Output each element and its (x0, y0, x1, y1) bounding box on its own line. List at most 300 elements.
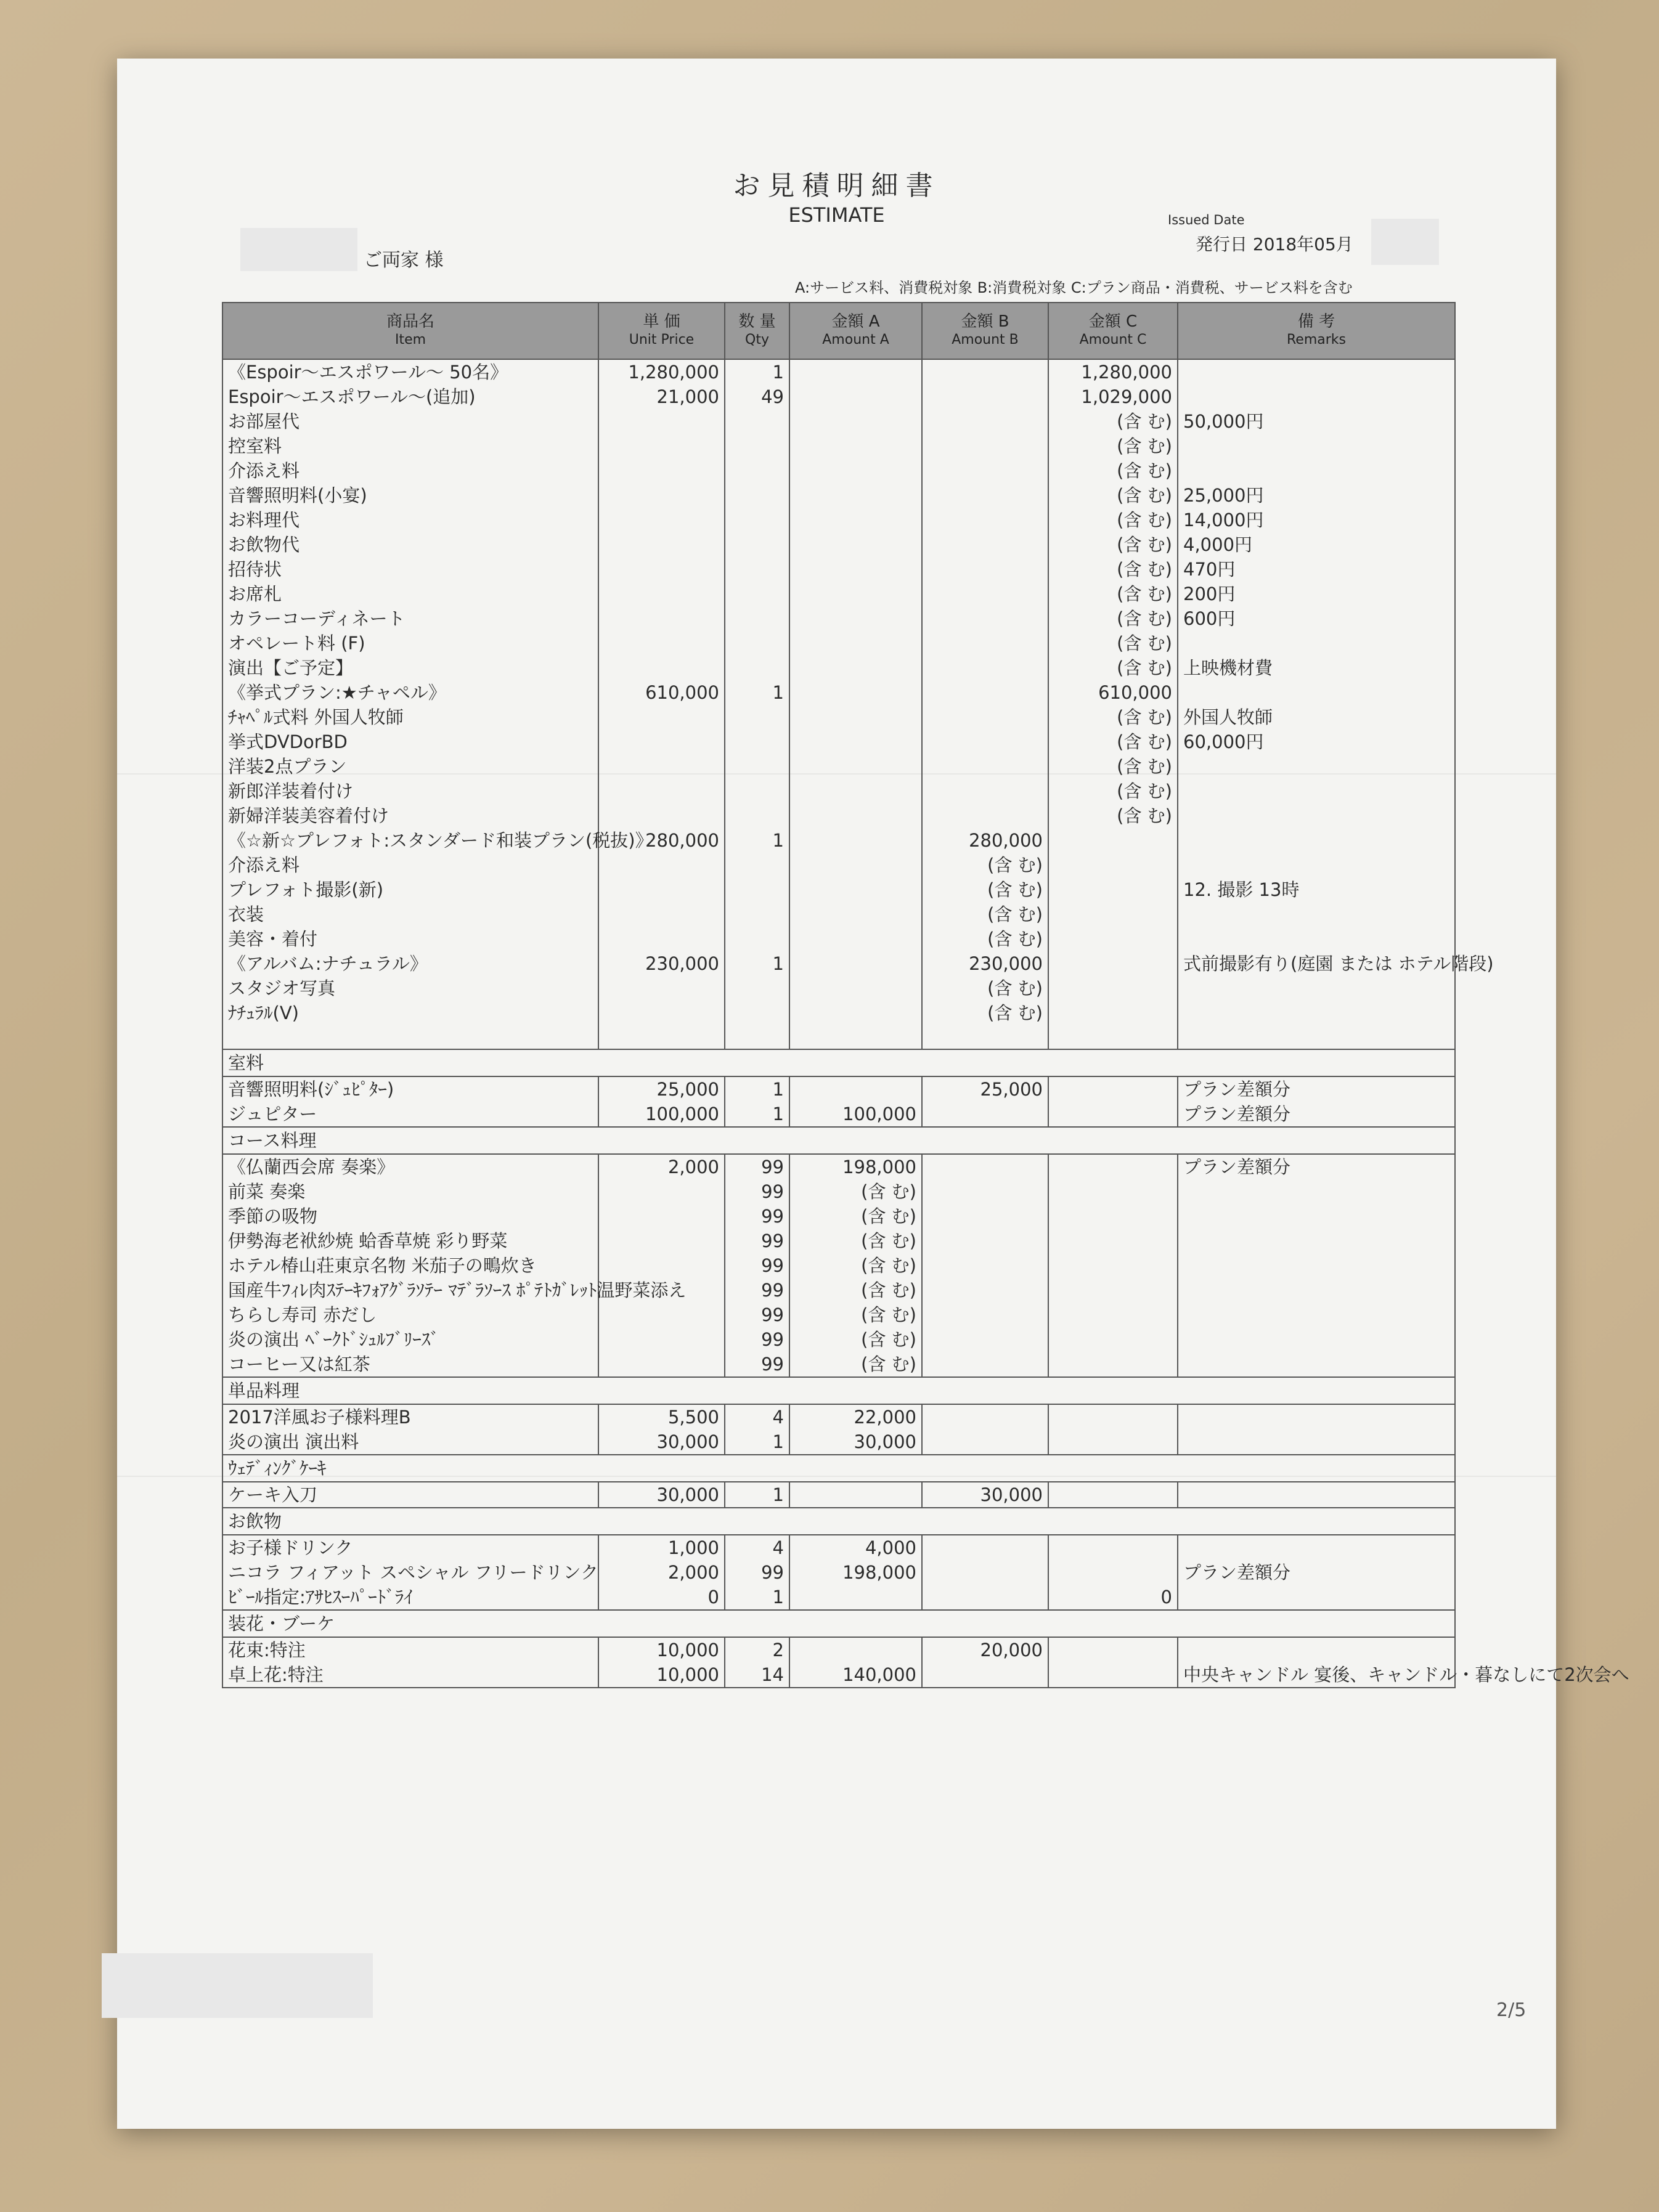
item-cell: ﾅﾁｭﾗﾙ(V) (222, 1001, 598, 1025)
redacted-date (1371, 219, 1439, 265)
amount-a-cell (789, 508, 922, 532)
amount-legend: A:サービス料、消費税対象 B:消費税対象 C:プラン商品・消費税、サービス料を含む (795, 279, 1353, 296)
header-amount-a: 金額 A Amount A (789, 303, 922, 359)
estimate-sheet (117, 59, 1629, 2129)
table-row (222, 1585, 1455, 1610)
section-header-row (222, 1127, 1455, 1154)
amount-b-cell (922, 483, 1048, 508)
item-cell: Espoir～エスポワール～(追加) (222, 384, 598, 409)
table-row (222, 656, 1455, 680)
remarks-cell (1178, 680, 1455, 705)
client-name: ご両家 様 (364, 250, 444, 271)
amount-a-cell: (含 む) (789, 1278, 922, 1303)
amount-a-cell (789, 483, 922, 508)
amount-b-cell (922, 1429, 1048, 1455)
qty-cell: 99 (725, 1352, 789, 1377)
unit-price-cell: 610,000 (598, 680, 725, 705)
amount-a-cell: (含 む) (789, 1229, 922, 1253)
section-header-row (222, 1508, 1455, 1535)
amount-c-cell: (含 む) (1048, 779, 1178, 803)
item-cell: 介添え料 (222, 458, 598, 483)
unit-price-cell (598, 927, 725, 951)
table-row (222, 1352, 1455, 1377)
item-cell: ジュピター (222, 1102, 598, 1127)
remarks-cell (1178, 1585, 1455, 1610)
unit-price-cell (598, 976, 725, 1001)
table-row (222, 1327, 1455, 1352)
item-cell: 控室料 (222, 434, 598, 458)
amount-a-cell (789, 705, 922, 730)
remarks-cell (1178, 458, 1455, 483)
qty-cell (725, 409, 789, 434)
item-cell: 国産牛ﾌｨﾚ肉ｽﾃｰｷﾌｫｱｸﾞﾗｿﾃｰ ﾏﾃﾞﾗｿｰｽ ﾎﾟﾃﾄｶﾞﾚｯﾄ温野菜添え (222, 1278, 598, 1303)
qty-cell (725, 483, 789, 508)
amount-b-cell (922, 730, 1048, 754)
unit-price-cell (598, 779, 725, 803)
item-cell: お料理代 (222, 508, 598, 532)
qty-cell (725, 532, 789, 557)
amount-b-cell: (含 む) (922, 902, 1048, 927)
remarks-cell (1178, 828, 1455, 853)
qty-cell (725, 902, 789, 927)
amount-a-cell (789, 359, 922, 384)
amount-b-cell (922, 705, 1048, 730)
redacted-stamp (102, 1953, 373, 2018)
amount-a-cell (789, 951, 922, 976)
item-cell: 炎の演出 ﾍﾞｰｸﾄﾞｼｭﾙﾌﾞﾘｰｽﾞ (222, 1327, 598, 1352)
section-fill (789, 1127, 922, 1154)
section-label: コース料理 (222, 1127, 598, 1154)
amount-c-cell: (含 む) (1048, 434, 1178, 458)
amount-a-cell (789, 1585, 922, 1610)
qty-cell (725, 976, 789, 1001)
spacer-cell (725, 1025, 789, 1049)
amount-a-cell (789, 656, 922, 680)
remarks-cell (1178, 1253, 1455, 1278)
amount-b-cell: (含 む) (922, 877, 1048, 902)
section-header-row (222, 1610, 1455, 1637)
item-cell: 2017洋風お子様料理B (222, 1404, 598, 1429)
spacer-cell (1048, 1025, 1178, 1049)
amount-a-cell (789, 1001, 922, 1025)
item-cell: お飲物代 (222, 532, 598, 557)
table-row (222, 927, 1455, 951)
amount-a-cell: (含 む) (789, 1253, 922, 1278)
item-cell: ﾋﾞｰﾙ指定:ｱｻﾋｽｰﾊﾟｰﾄﾞﾗｲ (222, 1585, 598, 1610)
table-row (222, 951, 1455, 976)
remarks-cell (1178, 1404, 1455, 1429)
amount-c-cell: (含 む) (1048, 705, 1178, 730)
qty-cell (725, 434, 789, 458)
redacted-name (240, 228, 357, 271)
amount-a-cell (789, 1637, 922, 1662)
unit-price-cell (598, 1327, 725, 1352)
amount-a-cell (789, 384, 922, 409)
unit-price-cell (598, 458, 725, 483)
amount-b-cell (922, 1585, 1048, 1610)
unit-price-cell (598, 730, 725, 754)
table-row (222, 1229, 1455, 1253)
header-unit-price: 単 価 Unit Price (598, 303, 725, 359)
section-label: 装花・ブーケ (222, 1610, 598, 1637)
remarks-cell (1178, 1482, 1455, 1508)
amount-a-cell (789, 582, 922, 606)
remarks-cell (1178, 1204, 1455, 1229)
qty-cell: 99 (725, 1560, 789, 1585)
amount-b-cell: (含 む) (922, 976, 1048, 1001)
qty-cell: 99 (725, 1327, 789, 1352)
section-fill (1048, 1049, 1178, 1076)
remarks-cell: 60,000円 (1178, 730, 1455, 754)
item-cell: お部屋代 (222, 409, 598, 434)
qty-cell (725, 754, 789, 779)
section-fill (922, 1049, 1048, 1076)
amount-c-cell (1048, 853, 1178, 877)
amount-b-cell (922, 508, 1048, 532)
amount-c-cell: (含 む) (1048, 532, 1178, 557)
spacer-cell (598, 1025, 725, 1049)
qty-cell: 1 (725, 1482, 789, 1508)
table-row (222, 730, 1455, 754)
item-cell: コーヒー又は紅茶 (222, 1352, 598, 1377)
amount-c-cell (1048, 927, 1178, 951)
amount-a-cell (789, 803, 922, 828)
unit-price-cell (598, 582, 725, 606)
qty-cell: 1 (725, 680, 789, 705)
amount-c-cell (1048, 1303, 1178, 1327)
item-cell: お席札 (222, 582, 598, 606)
amount-a-cell: (含 む) (789, 1352, 922, 1377)
amount-a-cell (789, 779, 922, 803)
remarks-cell (1178, 976, 1455, 1001)
table-row (222, 1001, 1455, 1025)
amount-b-cell (922, 384, 1048, 409)
item-cell: ちらし寿司 赤だし (222, 1303, 598, 1327)
amount-c-cell (1048, 1229, 1178, 1253)
amount-a-cell (789, 680, 922, 705)
table-row (222, 631, 1455, 656)
table-row (222, 532, 1455, 557)
section-label: お飲物 (222, 1508, 598, 1535)
item-cell: 伊勢海老袱紗焼 蛤香草焼 彩り野菜 (222, 1229, 598, 1253)
amount-b-cell (922, 1404, 1048, 1429)
amount-c-cell: 610,000 (1048, 680, 1178, 705)
remarks-cell: プラン差額分 (1178, 1560, 1455, 1585)
unit-price-cell: 0 (598, 1585, 725, 1610)
table-row (222, 1076, 1455, 1102)
amount-b-cell (922, 1179, 1048, 1204)
amount-b-cell (922, 582, 1048, 606)
qty-cell: 1 (725, 828, 789, 853)
item-cell: 前菜 奏楽 (222, 1179, 598, 1204)
amount-c-cell (1048, 1327, 1178, 1352)
amount-c-cell (1048, 902, 1178, 927)
amount-c-cell (1048, 1637, 1178, 1662)
table-row (222, 680, 1455, 705)
section-fill (789, 1049, 922, 1076)
amount-a-cell (789, 927, 922, 951)
item-cell: ﾁｬﾍﾟﾙ式料 外国人牧師 (222, 705, 598, 730)
amount-b-cell: 20,000 (922, 1637, 1048, 1662)
unit-price-cell (598, 656, 725, 680)
amount-a-cell (789, 532, 922, 557)
item-cell: ケーキ入刀 (222, 1482, 598, 1508)
amount-b-cell: 25,000 (922, 1076, 1048, 1102)
amount-b-cell (922, 803, 1048, 828)
amount-b-cell: 230,000 (922, 951, 1048, 976)
item-cell: 花束:特注 (222, 1637, 598, 1662)
remarks-cell (1178, 779, 1455, 803)
amount-a-cell (789, 458, 922, 483)
amount-a-cell (789, 828, 922, 853)
amount-c-cell (1048, 1535, 1178, 1560)
amount-b-cell (922, 1327, 1048, 1352)
header-remarks: 備 考 Remarks (1178, 303, 1455, 359)
qty-cell (725, 508, 789, 532)
remarks-cell: 470円 (1178, 557, 1455, 582)
table-row (222, 902, 1455, 927)
item-cell: 挙式DVDorBD (222, 730, 598, 754)
remarks-cell: 25,000円 (1178, 483, 1455, 508)
amount-a-cell (789, 754, 922, 779)
amount-b-cell (922, 1278, 1048, 1303)
section-fill (725, 1377, 789, 1404)
unit-price-cell (598, 754, 725, 779)
table-row (222, 779, 1455, 803)
remarks-cell: 14,000円 (1178, 508, 1455, 532)
amount-b-cell (922, 1662, 1048, 1688)
unit-price-cell (598, 557, 725, 582)
qty-cell (725, 582, 789, 606)
amount-a-cell: (含 む) (789, 1327, 922, 1352)
remarks-cell (1178, 359, 1455, 384)
section-fill (922, 1508, 1048, 1535)
table-row (222, 557, 1455, 582)
qty-cell (725, 927, 789, 951)
amount-a-cell (789, 877, 922, 902)
item-cell: 炎の演出 演出料 (222, 1429, 598, 1455)
amount-a-cell (789, 853, 922, 877)
qty-cell: 99 (725, 1154, 789, 1179)
item-cell: 音響照明料(ｼﾞｭﾋﾟﾀｰ) (222, 1076, 598, 1102)
qty-cell: 99 (725, 1253, 789, 1278)
remarks-cell: 200円 (1178, 582, 1455, 606)
remarks-cell (1178, 902, 1455, 927)
table-row (222, 1404, 1455, 1429)
table-row (222, 1429, 1455, 1455)
section-fill (789, 1610, 922, 1637)
section-fill (1178, 1610, 1455, 1637)
amount-a-cell: 198,000 (789, 1560, 922, 1585)
amount-b-cell (922, 1154, 1048, 1179)
item-cell: 美容・着付 (222, 927, 598, 951)
remarks-cell (1178, 1429, 1455, 1455)
document-title: お見積明細書 (733, 170, 940, 201)
amount-c-cell (1048, 1278, 1178, 1303)
amount-c-cell (1048, 1253, 1178, 1278)
spacer-cell (789, 1025, 922, 1049)
amount-c-cell: 0 (1048, 1585, 1178, 1610)
qty-cell: 1 (725, 951, 789, 976)
amount-c-cell: (含 む) (1048, 631, 1178, 656)
table-header-row (222, 303, 1455, 359)
header-amount-b: 金額 B Amount B (922, 303, 1048, 359)
amount-c-cell: 1,280,000 (1048, 359, 1178, 384)
amount-b-cell (922, 606, 1048, 631)
remarks-cell (1178, 927, 1455, 951)
amount-a-cell (789, 434, 922, 458)
qty-cell (725, 803, 789, 828)
amount-c-cell: (含 む) (1048, 606, 1178, 631)
qty-cell: 99 (725, 1204, 789, 1229)
amount-b-cell (922, 779, 1048, 803)
section-fill (922, 1610, 1048, 1637)
item-cell: プレフォト撮影(新) (222, 877, 598, 902)
table-row (222, 483, 1455, 508)
qty-cell (725, 877, 789, 902)
section-fill (598, 1508, 725, 1535)
unit-price-cell (598, 1352, 725, 1377)
amount-c-cell: (含 む) (1048, 656, 1178, 680)
table-row (222, 1154, 1455, 1179)
amount-b-cell (922, 656, 1048, 680)
section-fill (789, 1377, 922, 1404)
qty-cell: 1 (725, 1076, 789, 1102)
qty-cell (725, 656, 789, 680)
unit-price-cell (598, 877, 725, 902)
item-cell: 《仏蘭西会席 奏楽》 (222, 1154, 598, 1179)
remarks-cell (1178, 1327, 1455, 1352)
amount-a-cell (789, 902, 922, 927)
unit-price-cell: 25,000 (598, 1076, 725, 1102)
remarks-cell: 上映機材費 (1178, 656, 1455, 680)
table-row (222, 1535, 1455, 1560)
unit-price-cell (598, 1303, 725, 1327)
item-cell: 新郎洋装着付け (222, 779, 598, 803)
spacer-cell (1178, 1025, 1455, 1049)
section-fill (922, 1127, 1048, 1154)
issued-date-label: Issued Date (1168, 213, 1245, 227)
section-header-row (222, 1049, 1455, 1076)
item-cell: 《Espoir～エスポワール～ 50名》 (222, 359, 598, 384)
table-row (222, 582, 1455, 606)
section-fill (725, 1127, 789, 1154)
amount-a-cell: (含 む) (789, 1179, 922, 1204)
item-cell: 衣装 (222, 902, 598, 927)
amount-b-cell (922, 631, 1048, 656)
item-cell: 洋装2点プラン (222, 754, 598, 779)
qty-cell: 49 (725, 384, 789, 409)
item-cell: 季節の吸物 (222, 1204, 598, 1229)
unit-price-cell (598, 631, 725, 656)
qty-cell: 99 (725, 1229, 789, 1253)
qty-cell (725, 705, 789, 730)
amount-c-cell: (含 む) (1048, 557, 1178, 582)
qty-cell: 99 (725, 1278, 789, 1303)
qty-cell (725, 557, 789, 582)
amount-b-cell (922, 1102, 1048, 1127)
remarks-cell: 12. 撮影 13時 (1178, 877, 1455, 902)
amount-b-cell (922, 557, 1048, 582)
qty-cell: 14 (725, 1662, 789, 1688)
section-fill (1178, 1455, 1455, 1482)
item-cell: 卓上花:特注 (222, 1662, 598, 1688)
amount-c-cell: (含 む) (1048, 458, 1178, 483)
table-row (222, 828, 1455, 853)
unit-price-cell: 10,000 (598, 1637, 725, 1662)
remarks-cell (1178, 1352, 1455, 1377)
amount-c-cell (1048, 828, 1178, 853)
qty-cell: 99 (725, 1303, 789, 1327)
section-fill (598, 1049, 725, 1076)
qty-cell: 2 (725, 1637, 789, 1662)
section-fill (922, 1455, 1048, 1482)
section-fill (725, 1049, 789, 1076)
section-fill (1048, 1377, 1178, 1404)
amount-a-cell (789, 1076, 922, 1102)
section-fill (725, 1610, 789, 1637)
amount-a-cell (789, 606, 922, 631)
qty-cell: 1 (725, 1585, 789, 1610)
section-fill (922, 1377, 1048, 1404)
unit-price-cell (598, 1204, 725, 1229)
amount-b-cell (922, 434, 1048, 458)
remarks-cell (1178, 803, 1455, 828)
remarks-cell: 中央キャンドル 宴後、キャンドル・暮なしにて2次会へ (1178, 1662, 1455, 1688)
table-row (222, 976, 1455, 1001)
item-cell: 《挙式プラン:★チャペル》 (222, 680, 598, 705)
amount-a-cell: 4,000 (789, 1535, 922, 1560)
amount-c-cell (1048, 1204, 1178, 1229)
unit-price-cell (598, 434, 725, 458)
table-row (222, 359, 1455, 384)
section-fill (1178, 1508, 1455, 1535)
remarks-cell: プラン差額分 (1178, 1076, 1455, 1102)
amount-b-cell (922, 1204, 1048, 1229)
table-row (222, 458, 1455, 483)
item-cell: 招待状 (222, 557, 598, 582)
table-row (222, 434, 1455, 458)
section-header-row (222, 1455, 1455, 1482)
table-row (222, 853, 1455, 877)
amount-c-cell (1048, 1076, 1178, 1102)
remarks-cell: 外国人牧師 (1178, 705, 1455, 730)
section-fill (1178, 1377, 1455, 1404)
remarks-cell: 4,000円 (1178, 532, 1455, 557)
item-cell: 新婦洋装美容着付け (222, 803, 598, 828)
amount-c-cell: (含 む) (1048, 730, 1178, 754)
amount-b-cell (922, 1560, 1048, 1585)
table-row (222, 1560, 1455, 1585)
remarks-cell (1178, 1535, 1455, 1560)
header-qty: 数 量 Qty (725, 303, 789, 359)
section-fill (725, 1508, 789, 1535)
remarks-cell: プラン差額分 (1178, 1154, 1455, 1179)
amount-a-cell: 22,000 (789, 1404, 922, 1429)
document-subtitle: ESTIMATE (788, 203, 885, 227)
unit-price-cell: 2,000 (598, 1560, 725, 1585)
remarks-cell: 式前撮影有り(庭園 または ホテル階段) (1178, 951, 1455, 976)
section-fill (1048, 1455, 1178, 1482)
unit-price-cell (598, 409, 725, 434)
unit-price-cell: 30,000 (598, 1482, 725, 1508)
amount-a-cell: 198,000 (789, 1154, 922, 1179)
item-cell: お子様ドリンク (222, 1535, 598, 1560)
qty-cell (725, 458, 789, 483)
section-fill (1048, 1127, 1178, 1154)
unit-price-cell: 30,000 (598, 1429, 725, 1455)
amount-b-cell (922, 1303, 1048, 1327)
